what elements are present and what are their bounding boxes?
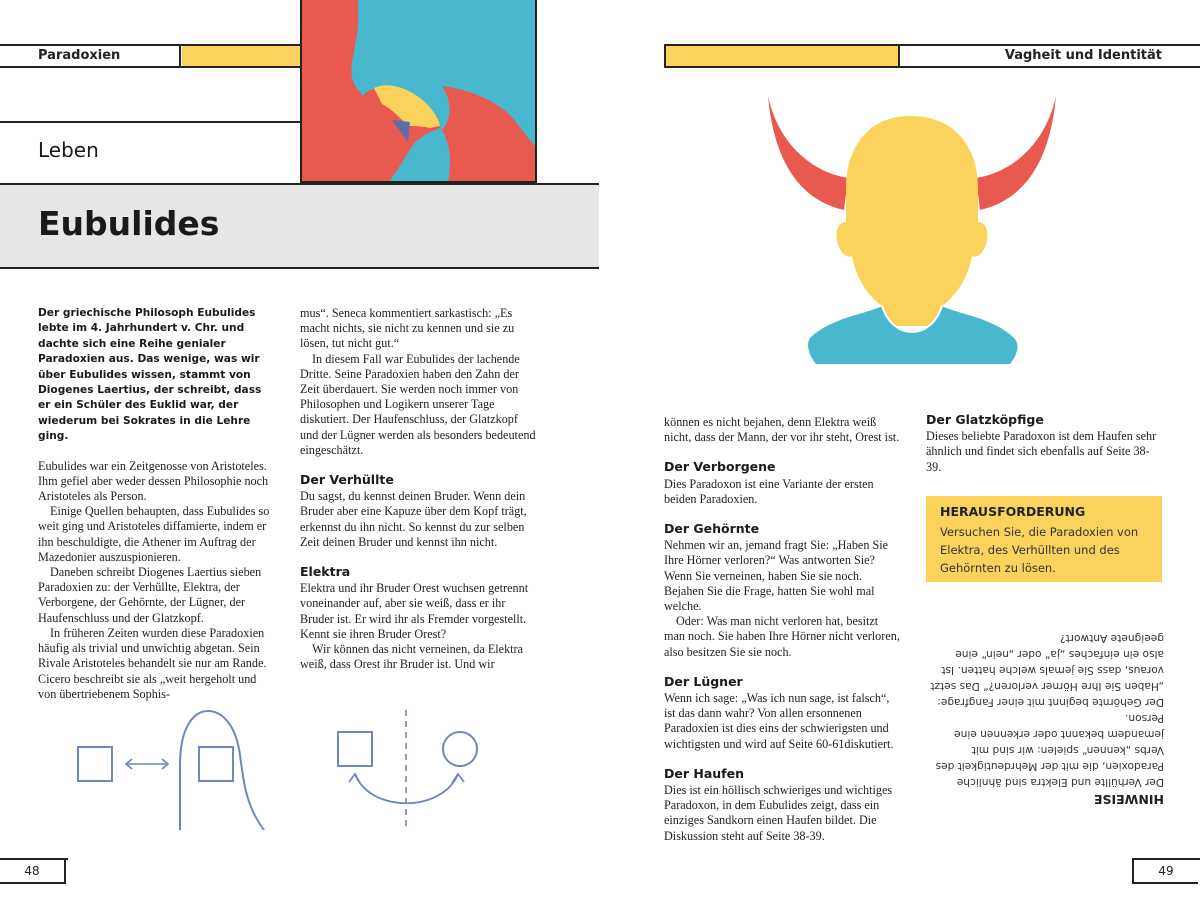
right-column-2 xyxy=(926,412,1162,475)
subheading-luegner: Der Lügner xyxy=(664,673,743,689)
body-paragraph: Nehmen wir an, jemand fragt Sie: „Haben Sie Ihre Hörner verloren?“ Was antworten Sie? Wenn Sie verneinen, haben Sie sie noch. Bejahen Sie die Frage, hatten Sie wohl mal welche. xyxy=(664,538,889,614)
body-paragraph: Dies Paradoxon ist eine Variante der ersten beiden Paradoxien. xyxy=(664,476,874,506)
body-paragraph: Eubulides war ein Zeitgenosse von Aristoteles. Ihm gefiel aber weder dessen Philosophie noch Aristoteles als Person. xyxy=(38,458,269,504)
body-paragraph: Dies ist ein höllisch schwieriges und wichtiges Paradoxon, in dem Eubulides zeigt, dass ein einziges Sandkorn einen Haufen bildet. Die Diskussion steht auf Seite 38-39. xyxy=(664,783,893,843)
subheading-verborgene: Der Verborgene xyxy=(664,459,776,475)
body-paragraph: Oder: Was man nicht verloren hat, besitzt man noch. Sie haben Ihre Hörner nicht verloren, also besitzen Sie sie noch. xyxy=(664,614,900,659)
running-head-left-accent xyxy=(182,46,300,66)
page-number-right: 49 xyxy=(1132,858,1198,884)
subheading-verhuellte: Der Verhüllte xyxy=(300,472,394,488)
body-paragraph: Einige Quellen behaupten, dass Eubulides so weit ging und Aristoteles diffamierte, indem er ihn beschuldigte, die Athener im Auftrag der Mazedonier auszuspionieren. xyxy=(38,504,270,564)
page-title: Eubulides xyxy=(38,204,220,243)
challenge-title: HERAUSFORDERUNG xyxy=(940,504,1086,519)
section-label: Leben xyxy=(38,138,99,162)
subheading-glatzkoepfige: Der Glatzköpfige xyxy=(926,412,1044,427)
body-paragraph: Elektra und ihr Bruder Orest wuchsen getrennt voneinander auf, aber sie weiß, dass er ihr Bruder ist. Er wird ihr als Fremder vorgestellt. Kennt sie ihren Bruder Orest? xyxy=(300,581,529,641)
body-paragraph: In diesem Fall war Eubulides der lachende Dritte. Seine Paradoxien haben den Zahn der Zeit überdauert. Sie werden noch immer von Philosophen und Logikern unserer Tage diskutiert. Der Haufenschluss, der Glatzkopf und der Lügner werden als besonders bedeutend eingeschätzt. xyxy=(300,351,536,457)
veiled-diagram-icon xyxy=(60,705,290,830)
left-column-1 xyxy=(38,306,275,702)
running-head-right-accent xyxy=(664,44,900,68)
horned-head-illustration xyxy=(760,92,1060,372)
hints-text: Der Verhüllte und Elektra sind ähnliche Paradoxien, die mit der Mehrdeutigkeit des Verbs „kennen“ spielen: wir sind mit jemandem bekannt oder erkennen eine Person. Der Gehörnte beginnt mit einer Fangfrage: „Haben Sie Ihre Hörner verloren?“ Das setzt voraus, dass Sie jemals welche hatten. Ist also ein einfaches „ja“ oder „nein“ eine geeignete Antwort? xyxy=(930,632,1164,788)
running-head-right: Vagheit und Identität xyxy=(1004,48,1162,63)
body-paragraph: Dieses beliebte Paradoxon ist dem Haufen sehr ähnlich und findet sich ebenfalls auf Seite 38-39. xyxy=(926,429,1157,474)
hooded-figure-icon xyxy=(302,0,537,183)
body-paragraph: Wenn ich sage: „Was ich nun sage, ist falsch“, ist das dann wahr? Von allen ersonnenen Paradoxien ist dies eins der schwierigsten und wichtigsten und wird auf Seite 60-61diskutiert. xyxy=(664,691,894,751)
hints-box-upside-down xyxy=(924,630,1164,807)
body-paragraph: Wir können das nicht verneinen, da Elektra weiß, dass Orest ihr Bruder ist. Und wir xyxy=(300,642,524,672)
hints-title: HINWEISE xyxy=(1093,792,1164,807)
elektra-diagram-icon xyxy=(330,708,490,830)
hooded-figure-illustration xyxy=(300,0,537,183)
right-column-1 xyxy=(664,415,900,844)
body-paragraph: können es nicht bejahen, denn Elektra weiß nicht, dass der Mann, der vor ihr steht, Orest ist. xyxy=(664,415,900,445)
subheading-gehoernte: Der Gehörnte xyxy=(664,521,760,537)
challenge-box xyxy=(926,496,1162,582)
body-paragraph: mus“. Seneca kommentiert sarkastisch: „Es macht nichts, sie nicht zu kennen und sie zu lösen, tut nicht gut.“ xyxy=(300,306,515,351)
body-paragraph: Du sagst, du kennst deinen Bruder. Wenn dein Bruder aber eine Kapuze über dem Kopf trägt, erkennst du ihn nicht. So kennst du zur selben Zeit deinen Bruder und kennst ihn nicht. xyxy=(300,489,527,549)
running-head-left: Paradoxien xyxy=(38,48,121,63)
section-rule xyxy=(0,121,300,123)
body-paragraph: In früheren Zeiten wurden diese Paradoxien häufig als trivial und unwichtig abgetan. Sein Rivale Aristoteles behandelt sie nur am Rande. Cicero beschreibt sie als „weit hergeholt und von übertriebenem Sophis- xyxy=(38,625,267,701)
subheading-haufen: Der Haufen xyxy=(664,765,744,781)
challenge-text: Versuchen Sie, die Paradoxien von Elektra, des Verhüllten und des Gehörnten zu lösen. xyxy=(940,525,1139,575)
subheading-elektra: Elektra xyxy=(300,564,351,580)
body-paragraph: Daneben schreibt Diogenes Laertius sieben Paradoxien zu: der Verhüllte, Elektra, der Verborgene, der Gehörnte, der Lügner, der Haufenschluss und der Glatzkopf. xyxy=(38,565,262,625)
lead-paragraph: Der griechische Philosoph Eubulides lebte im 4. Jahrhundert v. Chr. und dachte sich eine Reihe genialer Paradoxien aus. Das wenige, was wir über Eubulides wissen, stammt von Diogenes Laertius, der schreibt, dass er ein Schüler des Euklid war, der wiederum bei Sokrates in die Lehre ging. xyxy=(38,307,262,443)
left-column-2 xyxy=(300,306,537,672)
page-number-left: 48 xyxy=(0,858,66,884)
